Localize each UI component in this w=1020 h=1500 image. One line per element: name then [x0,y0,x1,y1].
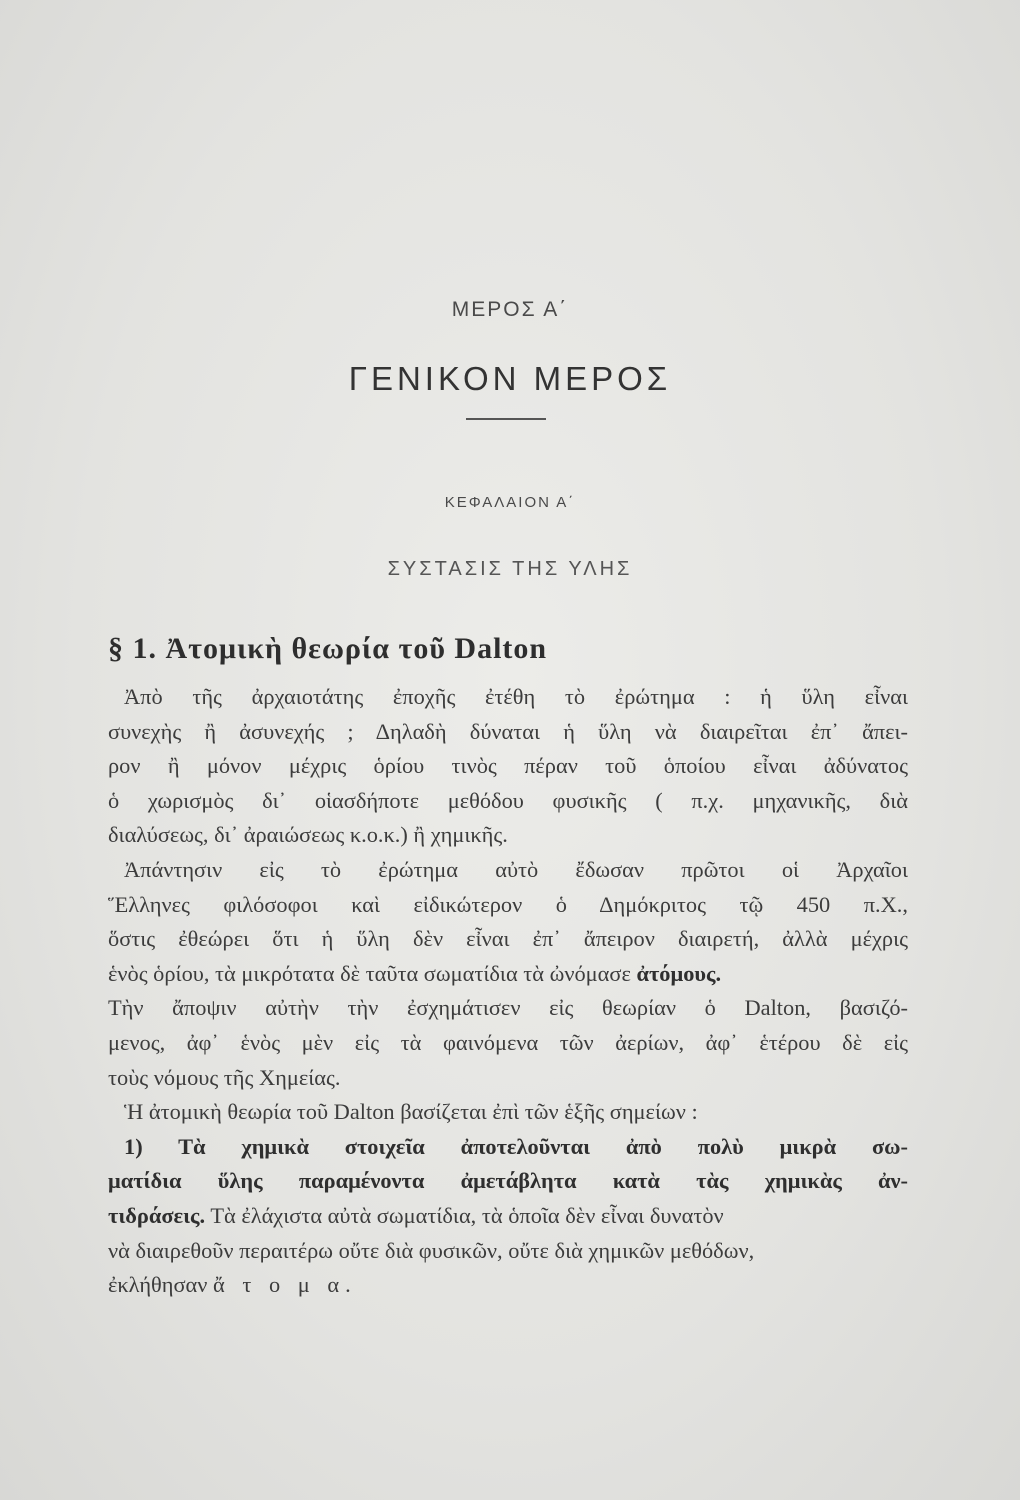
paragraph-2-line-4 [108,957,908,992]
part-title: ΓΕΝΙΚΟΝ ΜΕΡΟΣ [348,360,672,397]
point-1-bold-line-2: ματίδια ὕλης παραμένοντα ἀμετάβλητα κατὰ τὰς χημικὰς ἀν- [108,1168,908,1194]
title-underline [466,418,546,420]
chapter-label: ΚΕΦΑΛΑΙΟΝ Α΄ [444,494,576,511]
paragraph-1-line-2: συνεχὴς ἢ ἀσυνεχής ; Δηλαδὴ δύναται ἡ ὕλη νὰ διαιρεῖται ἐπ᾽ ἄπει- [108,718,908,744]
paragraph-2-line-6: μενος, ἀφ᾽ ἑνὸς μὲν εἰς τὰ φαινόμενα τῶν ἀερίων, ἀφ᾽ ἑτέρου δὲ εἰς [108,1029,908,1055]
paragraph-2-line-4-text: ἑνὸς ὁρίου, τὰ μικρότατα δὲ ταῦτα σωματίδια τὰ ὠνόμασε [108,960,631,986]
paragraph-4-line-3 [108,1199,908,1234]
paragraph-2-line-5: Τὴν ἄποψιν αὐτὴν τὴν ἐσχημάτισεν εἰς θεωρίαν ὁ Dalton, βασιζό- [108,995,908,1021]
paragraph-1-line-1: Ἀπὸ τῆς ἀρχαιοτάτης ἐποχῆς ἐτέθη τὸ ἐρώτημα : ἡ ὕλη εἶναι [124,684,908,709]
paragraph-2-line-1: Ἀπάντησιν εἰς τὸ ἐρώτημα αὐτὸ ἔδωσαν πρῶτοι οἱ Ἀρχαῖοι [124,856,908,882]
body-text [108,680,908,1303]
paragraph-4-line-4: νὰ διαιρεθοῦν περαιτέρω οὔτε διὰ φυσικῶν, οὔτε διὰ χημικῶν μεθόδων, [108,1237,755,1263]
section-title: § 1. Ἀτομικὴ θεωρία τοῦ Dalton [108,632,548,665]
point-1-line-3-text: Τὰ ἐλάχιστα αὐτὰ σωματίδια, τὰ ὁποῖα δὲν εἶναι δυνατὸν [210,1202,724,1228]
paragraph-4-line-2 [108,1164,908,1199]
chapter-title: ΣΥΣΤΑΣΙΣ ΤΗΣ ΥΛΗΣ [387,558,633,580]
term-atomous: ἀτόμους. [636,960,722,986]
paragraph-2-line-7: τοὺς νόμους τῆς Χημείας. [108,1064,341,1090]
paragraph-2-line-2: Ἕλληνες φιλόσοφοι καὶ εἰδικώτερον ὁ Δημόκριτος τῷ 450 π.Χ., [108,891,908,917]
point-1-bold-line-1: 1) Τὰ χημικὰ στοιχεῖα ἀποτελοῦνται ἀπὸ πολὺ μικρὰ σω- [124,1133,908,1159]
paragraph-1-line-4: ὁ χωρισμὸς δι᾽ οἱασδήποτε μεθόδου φυσικῆς ( π.χ. μηχανικῆς, διὰ [108,787,908,813]
point-1-line-5-text: ἐκλήθησαν [108,1272,208,1298]
paragraph-4-line-1 [108,1130,908,1165]
paragraph-3: Ἡ ἀτομικὴ θεωρία τοῦ Dalton βασίζεται ἐπὶ τῶν ἑξῆς σημείων : [124,1099,698,1125]
paragraph-1-line-5: διαλύσεως, δι᾽ ἀραιώσεως κ.ο.κ.) ἢ χημικῆς. [108,822,508,848]
part-label: ΜΕΡΟΣ Α΄ [451,298,569,321]
paragraph-4-line-5 [108,1268,908,1303]
term-atoma: ἄ τ ο μ α. [213,1272,357,1298]
point-1-bold-line-3: τιδράσεις. [108,1202,206,1228]
paragraph-2-line-3: ὅστις ἐθεώρει ὅτι ἡ ὕλη δὲν εἶναι ἐπ᾽ ἄπειρον διαιρετή, ἀλλὰ μέχρις [108,926,908,952]
paragraph-1-line-3: ρον ἢ μόνον μέχρις ὁρίου τινὸς πέραν τοῦ ὁποίου εἶναι ἀδύνατος [108,753,908,779]
